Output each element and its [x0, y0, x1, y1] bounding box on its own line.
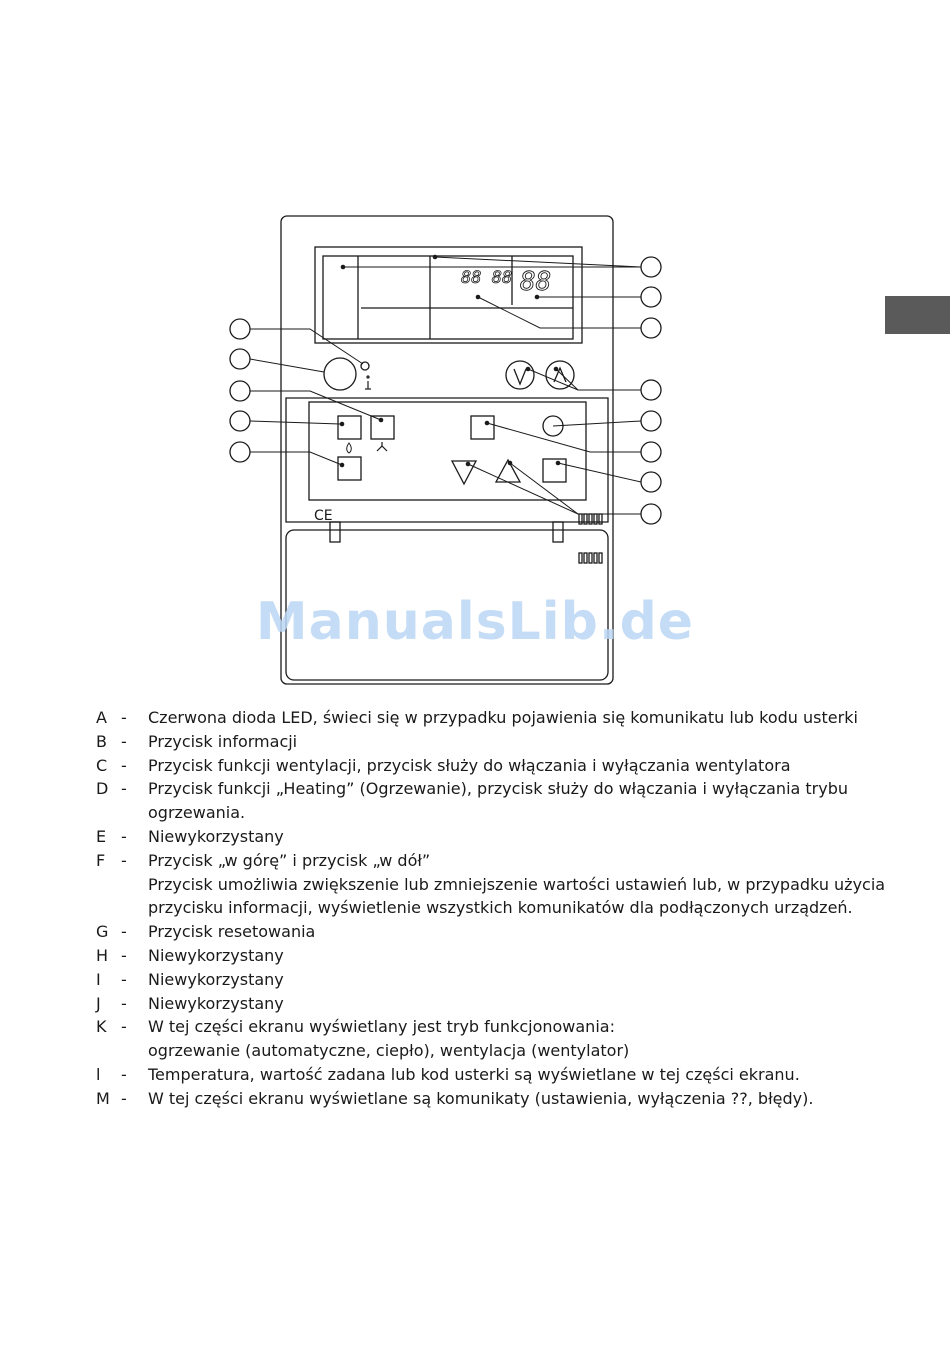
legend-row: E - Niewykorzystany	[96, 826, 284, 846]
digits-small: 88 88	[461, 268, 513, 288]
vent-bottom	[579, 553, 602, 563]
digits-large: 88	[520, 267, 552, 297]
fan-icon	[377, 442, 387, 451]
legend-row: B - Przycisk informacji	[96, 731, 298, 751]
info-icon	[365, 376, 371, 389]
callout-m	[641, 318, 661, 338]
legend-row: I - Niewykorzystany	[96, 969, 284, 989]
callout-c	[230, 381, 250, 401]
callout-a	[230, 319, 250, 339]
legend-row: A - Czerwona dioda LED, świeci się w przypadku pojawienia się komunikatu lub kodu usterki	[96, 708, 858, 727]
ce-mark: CE	[314, 508, 333, 524]
legend-row: C - Przycisk funkcji wentylacji, przycisk służy do włączania i wyłączania wentylatora	[96, 755, 791, 775]
callout-b	[230, 349, 250, 369]
down-arrow-button	[452, 461, 476, 484]
legend-row: J - Niewykorzystany	[96, 993, 284, 1013]
callout-g	[230, 442, 250, 462]
callout-d	[230, 411, 250, 431]
reset-button	[338, 457, 361, 480]
callout-j	[641, 411, 661, 431]
heating-button	[338, 416, 361, 439]
legend-row: G - Przycisk resetowania	[96, 922, 316, 942]
legend-row: F - Przycisk „w górę” i przycisk „w dół” Przycisk umożliwia zwiększenie lub zmniejszenie wartości ustawień lub, w przypadku użycia przycisku informacji, wyświetlenie wszystkich komunikatów dla podłączonych urządzeń.	[96, 850, 886, 918]
legend-row: D - Przycisk funkcji „Heating” (Ogrzewanie), przycisk służy do włączania i wyłączania trybu ogrzewania.	[96, 779, 849, 823]
legend-row: H - Niewykorzystany	[96, 945, 284, 965]
legend-row: l - Temperatura, wartość zadana lub kod usterki są wyświetlane w tej części ekranu.	[96, 1064, 800, 1084]
callout-l	[641, 287, 661, 307]
watermark: ManualsLib.de	[255, 592, 695, 652]
legend-list	[96, 706, 896, 1111]
flame-icon	[347, 443, 352, 453]
legend-row: M - W tej części ekranu wyświetlane są komunikaty (ustawienia, wyłączenia ??, błędy).	[96, 1088, 814, 1108]
callout-e	[641, 442, 661, 462]
callout-h	[641, 472, 661, 492]
info-knob	[324, 358, 356, 390]
knob-up	[546, 361, 574, 389]
unused-button-e	[471, 416, 494, 439]
callout-f	[641, 380, 661, 400]
callout-i	[641, 504, 661, 524]
legend-row: K - W tej części ekranu wyświetlany jest tryb funkcjonowania: ogrzewanie (automatyczne, ciepło), wentylacja (wentylator)	[96, 1017, 630, 1061]
callout-k	[641, 257, 661, 277]
unused-button-h	[543, 459, 566, 482]
